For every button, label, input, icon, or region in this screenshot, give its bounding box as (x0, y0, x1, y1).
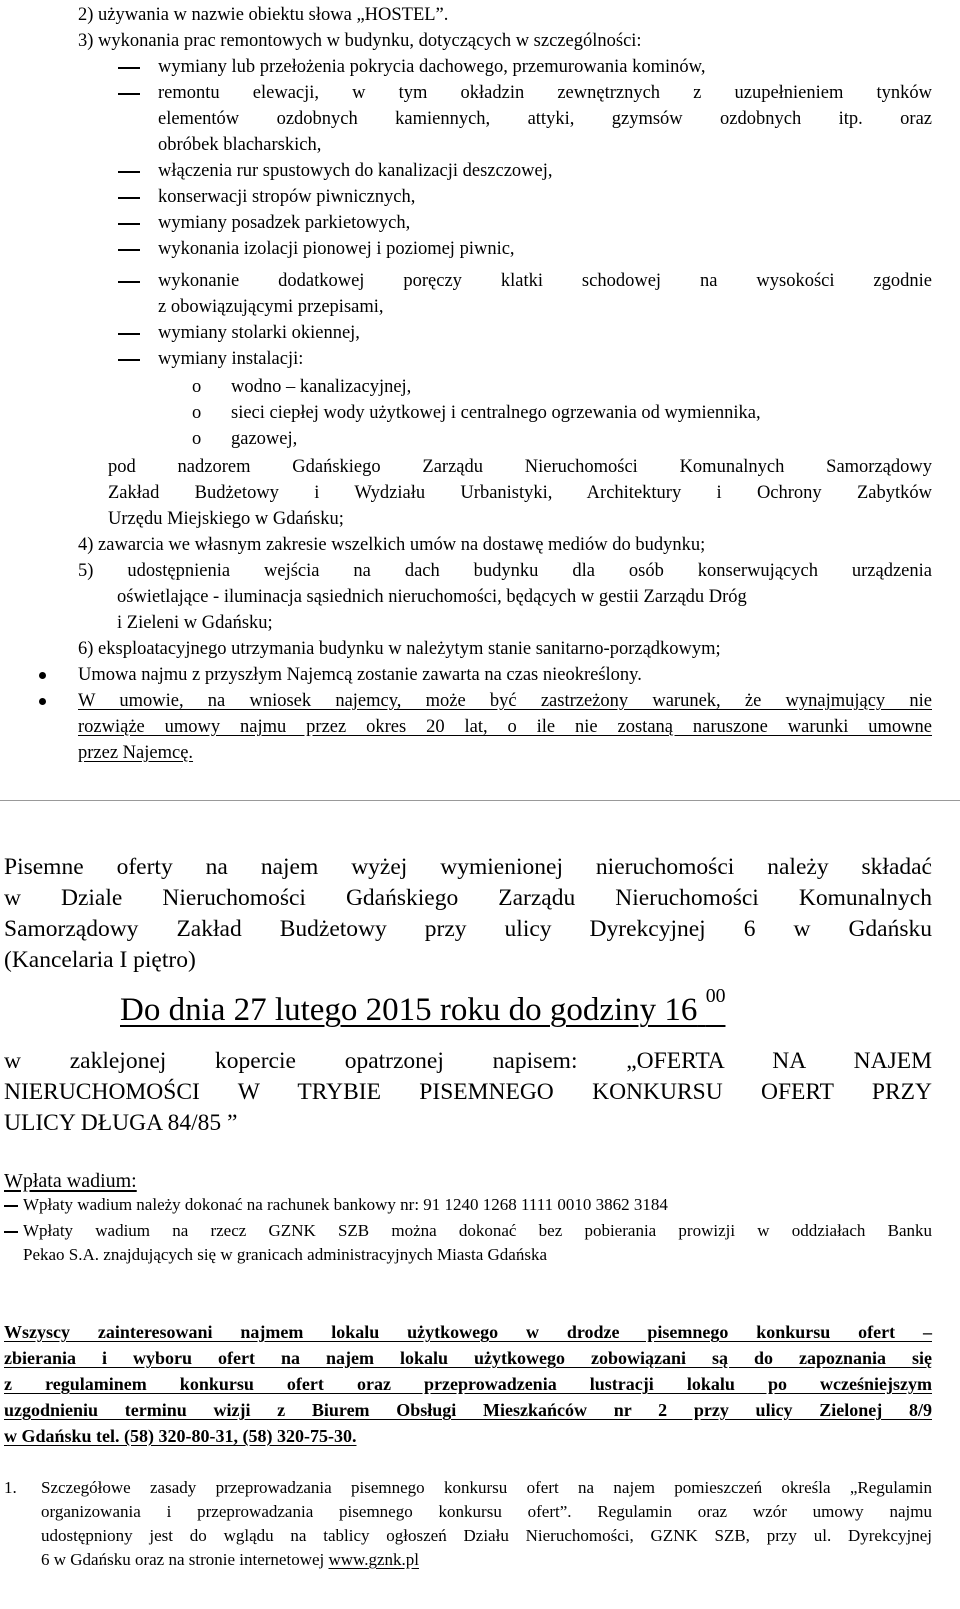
sub-item-text: konserwacji stropów piwnicznych, (158, 187, 416, 207)
inspection-notice (4, 1319, 932, 1449)
sub-item-text: wymiany posadzek parkietowych, (158, 213, 411, 233)
sub-item-text: z obowiązującymi przepisami, (158, 297, 384, 317)
supervision-line: Urzędu Miejskiego w Gdańsku; (108, 509, 344, 529)
notice-line: z regulaminem konkursu ofert oraz przeprowadzenia lustracji lokalu po wcześniejszym (4, 1374, 932, 1394)
circle-bullet-icon: o (192, 403, 202, 423)
sub-item-installations (118, 346, 932, 372)
notice-line: Wszyscy zainteresowani najmem lokalu użytkowego w drodze pisemnego konkursu ofert – (4, 1322, 932, 1342)
bullet-reservation (78, 688, 932, 766)
envelope-line: ULICY DŁUGA 84/85 ” (4, 1110, 238, 1136)
deposit-line-bank (4, 1219, 932, 1267)
footnote-line: organizowania i przeprowadzania pisemnego konkursu ofert”. Regulamin oraz wzór umowy najmu (41, 1502, 932, 1521)
sub-item-parquet (118, 210, 932, 236)
o-bullet-text: gazowej, (231, 429, 298, 449)
sub-item-text: włączenia rur spustowych do kanalizacji deszczowej, (158, 161, 553, 181)
footnote (41, 1476, 932, 1572)
offers-line: Samorządowy Zakład Budżetowy przy ulicy Dyrekcyjnej 6 w Gdańsku (4, 916, 932, 942)
envelope-line: w zaklejonej kopercie opatrzonej napisem: „OFERTA NA NAJEM (4, 1048, 932, 1074)
deadline-heading (120, 985, 726, 1030)
supervision-paragraph (108, 454, 932, 532)
sub-item-facade (118, 80, 932, 158)
sub-item-basement-ceilings (118, 184, 932, 210)
bullet-reservation-line: rozwiąże umowy najmu przez okres 20 lat, o ile nie zostaną naruszone warunki umowne (78, 717, 932, 737)
o-bullet-item (192, 400, 761, 426)
deposit-line-text: Wpłaty wadium należy dokonać na rachunek bankowy nr: 91 1240 1268 1111 0010 3862 3184 (23, 1195, 668, 1214)
sub-item-windows (118, 320, 932, 346)
list-item-5-line: oświetlające - iluminacja sąsiednich nieruchomości, będących w gestii Zarządu Dróg (117, 587, 747, 607)
bullet-reservation-line: przez Najemcę. (78, 743, 194, 763)
envelope-line: NIERUCHOMOŚCI W TRYBIE PISEMNEGO KONKURSU OFERT PRZY (4, 1079, 932, 1105)
sub-item-downpipes (118, 158, 932, 184)
footnote-line (41, 1548, 932, 1572)
list-item-3: 3) wykonania prac remontowych w budynku, dotyczących w szczególności: (78, 31, 642, 51)
sub-item-text: wykonanie dodatkowej poręczy klatki schodowej na wysokości zgodnie (158, 271, 932, 291)
footnote-line: Szczegółowe zasady przeprowadzania pisemnego konkursu ofert na najem pomieszczeń określa „Regulamin (41, 1478, 932, 1497)
circle-bullet-icon: o (192, 429, 202, 449)
deposit-heading: Wpłata wadium: (4, 1170, 137, 1192)
o-bullet-item (192, 374, 412, 400)
deposit-line-text: Wpłaty wadium na rzecz GZNK SZB można dokonać bez pobierania prowizji w oddziałach Banku (23, 1221, 932, 1240)
sub-item-text: remontu elewacji, w tym okładzin zewnętrznych z uzupełnieniem tynków (158, 83, 932, 103)
sub-item-text: wymiany stolarki okiennej, (158, 323, 360, 343)
offers-line: w Dziale Nieruchomości Gdańskiego Zarządu Nieruchomości Komunalnych (4, 885, 932, 911)
footnote-number: 1. (4, 1478, 17, 1497)
notice-line: uzgodnieniu terminu wizji z Biurem Obsługi Mieszkańców nr 2 przy ulicy Zielonej 8/9 (4, 1400, 932, 1420)
sub-item-text: wymiany lub przełożenia pokrycia dachowego, przemurowania kominów, (158, 57, 706, 77)
sub-item-text: elementów ozdobnych kamiennych, attyki, gzymsów ozdobnych itp. oraz (158, 109, 932, 129)
supervision-line: Zakład Budżetowy i Wydziału Urbanistyki, Architektury i Ochrony Zabytków (108, 483, 932, 503)
bullet-contract-term: Umowa najmu z przyszłym Najemcą zostanie zawarta na czas nieokreślony. (78, 665, 642, 685)
envelope-paragraph (4, 1046, 932, 1139)
offers-line: (Kancelaria I piętro) (4, 947, 196, 973)
deadline-superscript: 00 (705, 985, 726, 1008)
list-item-2: 2) używania w nazwie obiektu słowa „HOSTEL”. (78, 5, 449, 25)
section-divider (0, 800, 960, 801)
list-item-5-line: i Zieleni w Gdańsku; (117, 613, 273, 633)
list-item-5-line: 5) udostępnienia wejścia na dach budynku dla osób konserwujących urządzenia (78, 561, 932, 581)
sub-item-text: obróbek blacharskich, (158, 135, 322, 155)
o-bullet-text: sieci ciepłej wody użytkowej i centralnego ogrzewania od wymiennika, (231, 403, 761, 423)
bullet-icon (39, 672, 46, 679)
supervision-line: pod nadzorem Gdańskiego Zarządu Nieruchomości Komunalnych Samorządowy (108, 457, 932, 477)
notice-line: w Gdańsku tel. (58) 320-80-31, (58) 320-75-30. (4, 1426, 357, 1446)
website-link[interactable]: www.gznk.pl (328, 1550, 419, 1569)
footnote-line: udostępniony jest do wglądu na tablicy ogłoszeń Działu Nieruchomości, GZNK SZB, przy ul. Dyrekcyjnej (41, 1526, 932, 1545)
list-item-6: 6) eksploatacyjnego utrzymania budynku w należytym stanie sanitarno-porządkowym; (78, 639, 721, 659)
circle-bullet-icon: o (192, 377, 202, 397)
sub-item-insulation (118, 236, 932, 262)
notice-line: zbierania i wyboru ofert na najem lokalu użytkowego zobowiązani są do zapoznania się (4, 1348, 932, 1368)
sub-item-handrail (118, 268, 932, 320)
deadline-text: Do dnia 27 lutego 2015 roku do godziny 16 (120, 992, 698, 1028)
bullet-icon (39, 698, 46, 705)
o-bullet-item (192, 426, 298, 452)
offers-paragraph (4, 852, 932, 976)
deposit-line-text: Pekao S.A. znajdujących się w granicach administracyjnych Miasta Gdańska (23, 1245, 548, 1264)
offers-line: Pisemne oferty na najem wyżej wymienionej nieruchomości należy składać (4, 854, 932, 880)
bullet-reservation-line: W umowie, na wniosek najemcy, może być zastrzeżony warunek, że wynajmujący nie (78, 691, 932, 711)
o-bullet-text: wodno – kanalizacyjnej, (231, 377, 412, 397)
sub-item-roof (118, 54, 932, 80)
footnote-line-text: 6 w Gdańsku oraz na stronie internetowej (41, 1550, 329, 1569)
sub-item-text: wymiany instalacji: (158, 349, 304, 369)
deposit-line-account (4, 1193, 932, 1217)
list-item-5 (78, 558, 932, 636)
sub-item-text: wykonania izolacji pionowej i poziomej piwnic, (158, 239, 515, 259)
list-item-4: 4) zawarcia we własnym zakresie wszelkich umów na dostawę mediów do budynku; (78, 535, 706, 555)
